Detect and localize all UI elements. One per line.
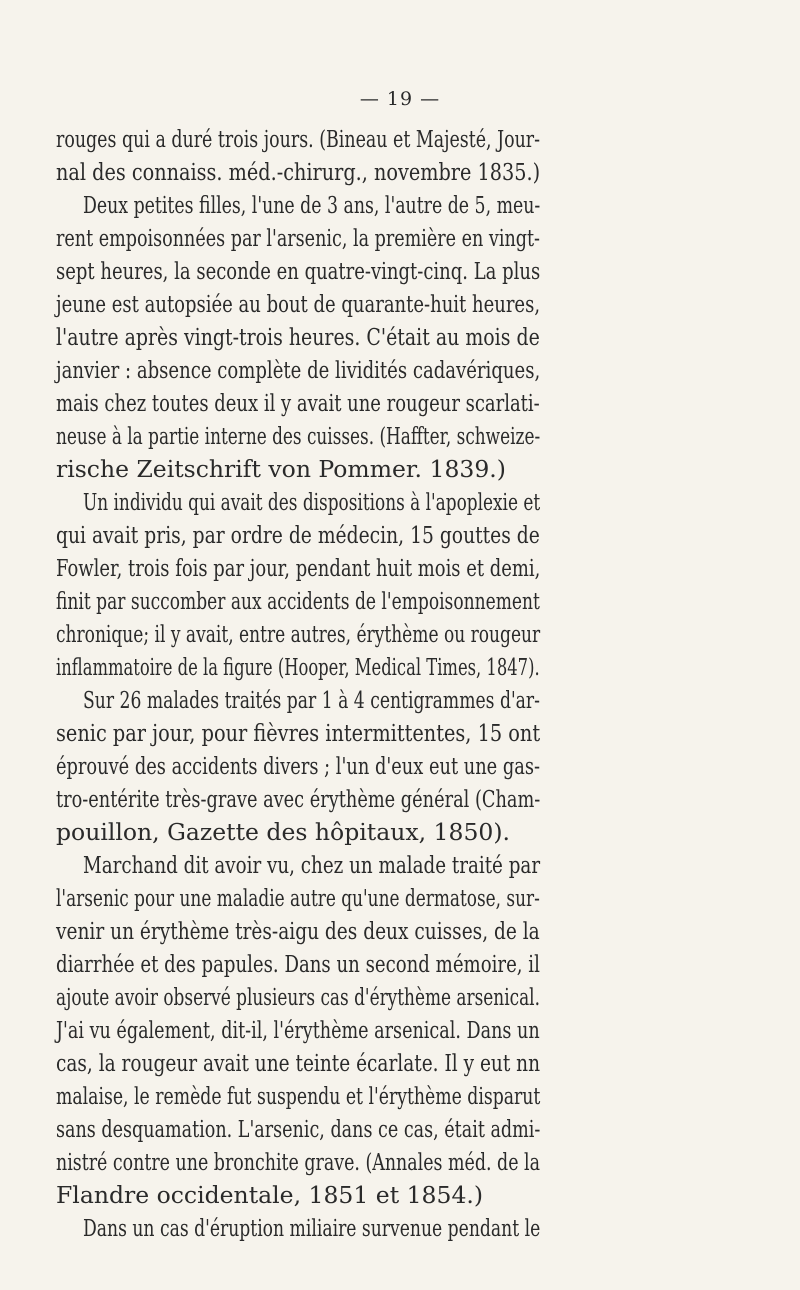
text-line: l'autre après vingt-trois heures. C'était au mois de	[56, 323, 540, 351]
text-line: malaise, le remède fut suspendu et l'érythème disparut	[56, 1082, 541, 1110]
text-line: rische Zeitschrift von Pommer. 1839.)	[56, 455, 506, 483]
text-line: janvier : absence complète de lividités cadavériques,	[56, 356, 541, 384]
text-line: cas, la rougeur avait une teinte écarlate. Il y eut nn	[56, 1049, 541, 1077]
text-line: nistré contre une bronchite grave. (Annales méd. de la	[56, 1148, 541, 1176]
page-number: — 19 —	[359, 88, 441, 110]
text-line: tro-entérite très-grave avec érythème général (Cham-	[56, 785, 541, 813]
text-line: l'arsenic pour une maladie autre qu'une dermatose, sur-	[56, 884, 540, 912]
text-line: senic par jour, pour fièvres intermittentes, 15 ont	[56, 719, 541, 747]
text-line: diarrhée et des papules. Dans un second mémoire, il	[56, 950, 540, 978]
text-line: J'ai vu également, dit-il, l'érythème arsenical. Dans un	[56, 1016, 540, 1044]
text-line: Dans un cas d'éruption miliaire survenue pendant le	[83, 1214, 541, 1242]
text-line: venir un érythème très-aigu des deux cuisses, de la	[56, 917, 540, 945]
text-line: neuse à la partie interne des cuisses. (Haffter, schweize-	[56, 422, 541, 450]
text-line: chronique; il y avait, entre autres, érythème ou rougeur	[56, 620, 541, 648]
text-line: Deux petites filles, l'une de 3 ans, l'autre de 5, meu-	[83, 191, 541, 219]
text-line: éprouvé des accidents divers ; l'un d'eux eut une gas-	[56, 752, 541, 780]
text-line: ajoute avoir observé plusieurs cas d'érythème arsenical.	[56, 983, 540, 1011]
text-line: Marchand dit avoir vu, chez un malade traité par	[83, 851, 541, 879]
text-line: sept heures, la seconde en quatre-vingt-cinq. La plus	[56, 257, 541, 285]
text-line: rent empoisonnées par l'arsenic, la première en vingt-	[56, 224, 540, 252]
text-line: Flandre occidentale, 1851 et 1854.)	[56, 1181, 484, 1209]
text-line: jeune est autopsiée au bout de quarante-huit heures,	[56, 290, 541, 318]
text-line: Un individu qui avait des dispositions à l'apoplexie et	[83, 488, 541, 516]
text-line: finit par succomber aux accidents de l'empoisonnement	[56, 587, 540, 615]
text-line: inflammatoire de la figure (Hooper, Medical Times, 1847).	[56, 653, 540, 681]
text-line: nal des connaiss. méd.-chirurg., novembre 1835.)	[56, 158, 541, 186]
text-line: Fowler, trois fois par jour, pendant huit mois et demi,	[56, 554, 541, 582]
text-line: qui avait pris, par ordre de médecin, 15 gouttes de	[56, 521, 540, 549]
text-line: Sur 26 malades traités par 1 à 4 centigrammes d'ar-	[83, 686, 540, 714]
text-line: pouillon, Gazette des hôpitaux, 1850).	[56, 818, 510, 846]
text-line: sans desquamation. L'arsenic, dans ce cas, était admi-	[56, 1115, 541, 1143]
text-line: rouges qui a duré trois jours. (Bineau et Majesté, Jour-	[56, 125, 541, 153]
text-line: mais chez toutes deux il y avait une rougeur scarlati-	[56, 389, 540, 417]
